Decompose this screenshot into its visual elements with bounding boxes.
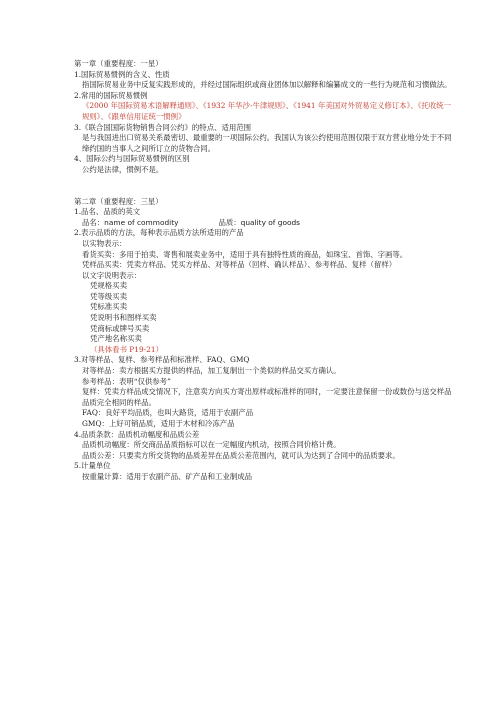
ch2-q3-faq: FAQ：良好平均品质，也叫大路货，适用于农副产品 bbox=[82, 408, 254, 418]
ch2-q4-title: 4.品质条款：品质机动幅度和品质公差 bbox=[74, 429, 200, 439]
ch2-q2-item: 凭规格买卖 bbox=[90, 281, 127, 291]
ch2-q2-item: 凭说明书和图样买卖 bbox=[90, 313, 157, 323]
ch1-q2-body: 《2000 年国际贸易术语解释通则》、《1932 年华沙-牛津规则》、《1941 年美国对外贸易定义修订本》、《托收统一规则》、《跟单信用证统一惯例》 bbox=[82, 101, 451, 121]
ch2-q3-dup: 复样：凭卖方样品成交情况下，注意卖方向买方寄出原样或标准样的同时，一定要注意保留一份或数份与送交样品品质完全相同的样品。 bbox=[82, 387, 452, 407]
ch1-q3-title: 3.《联合国国际货物销售合同公约》的特点、适用范围 bbox=[74, 122, 252, 132]
ch1-q1-title: 1.国际贸易惯例的含义、性质 bbox=[74, 69, 170, 79]
ch2-q2-sub1: 以实物表示： bbox=[82, 238, 127, 248]
ch2-q2-item: 凭等级买卖 bbox=[90, 291, 127, 301]
chapter2-heading: 第二章（重要程度：三星） bbox=[74, 196, 163, 206]
ch2-q4-tol: 品质公差：只要卖方所交货物的品质差异在品质公差范围内，就可认为达到了合同中的品质要求。 bbox=[82, 450, 400, 460]
ch2-q3-equal: 对等样品：卖方根据买方提供的样品，加工复制出一个类似的样品交买方确认。 bbox=[82, 366, 341, 376]
ch2-q5-title: 5.计量单位 bbox=[74, 461, 111, 471]
ch1-q2-title: 2.常用的国际贸易惯例 bbox=[74, 90, 148, 100]
ch1-q1-body: 指国际贸易业务中反复实践形成的，并经过国际组织或商业团体加以解释和编纂成文的一些行为规范和习惯做法。 bbox=[82, 80, 452, 90]
ch2-q1-title: 1.品名、品质的英文 bbox=[74, 207, 141, 217]
ch2-q2-title: 2.表示品质的方法，每种表示品质方法所适用的产品 bbox=[74, 228, 244, 238]
ch2-q3-ref: 参考样品：表明“仅供参考” bbox=[82, 376, 171, 386]
ch2-q4-flex: 品质机动幅度：所交商品品质指标可以在一定幅度内机动，按照合同价格计费。 bbox=[82, 440, 341, 450]
ch1-q4-title: 4、国际公约与国际贸易惯例的区别 bbox=[74, 154, 190, 164]
ch1-q4-body: 公约是法律，惯例不是。 bbox=[82, 164, 164, 174]
ch2-q2-item: 凭产地名称买卖 bbox=[90, 334, 142, 344]
chapter1-heading: 第一章（重要程度：一星） bbox=[74, 59, 163, 68]
name-of-commodity: 品名：name of commodity bbox=[82, 217, 179, 227]
quality-of-goods: 品质：quality of goods bbox=[218, 217, 301, 227]
ch2-q2-sample-view: 看货买卖：多用于拍卖、寄售和展卖业务中，适用于具有独特性质的商品，如珠宝、首饰、字画等。 bbox=[82, 249, 408, 259]
ch2-q2-item: 凭商标或牌号买卖 bbox=[90, 323, 150, 333]
ch2-q5-body: 按重量计算：适用于农副产品、矿产品和工业制成品 bbox=[82, 471, 252, 481]
ch2-q2-note: （具体看书 P19-21） bbox=[90, 344, 163, 354]
ch2-q2-sub2: 以文字说明表示： bbox=[82, 270, 142, 280]
ch1-q3-body: 是与我国进出口贸易关系最密切、最重要的一项国际公约。我国认为该公约使用范围仅限于双方营业地分处于不同缔约国的当事人之间所订立的货物合同。 bbox=[82, 133, 452, 153]
ch2-q2-item: 凭标准买卖 bbox=[90, 302, 127, 312]
ch2-q3-gmq: GMQ：上好可销品质，适用于木材和冷冻产品 bbox=[82, 419, 235, 428]
ch2-q2-sample-sale: 凭样品买卖：凭卖方样品、凭买方样品、对等样品（回样、确认样品）、参考样品、复样（留样） bbox=[82, 260, 397, 270]
section-gap bbox=[74, 176, 452, 197]
ch2-q3-title: 3.对等样品、复样、参考样品和标准样、FAQ、GMQ bbox=[74, 355, 250, 365]
ch2-q1-row bbox=[74, 218, 452, 229]
